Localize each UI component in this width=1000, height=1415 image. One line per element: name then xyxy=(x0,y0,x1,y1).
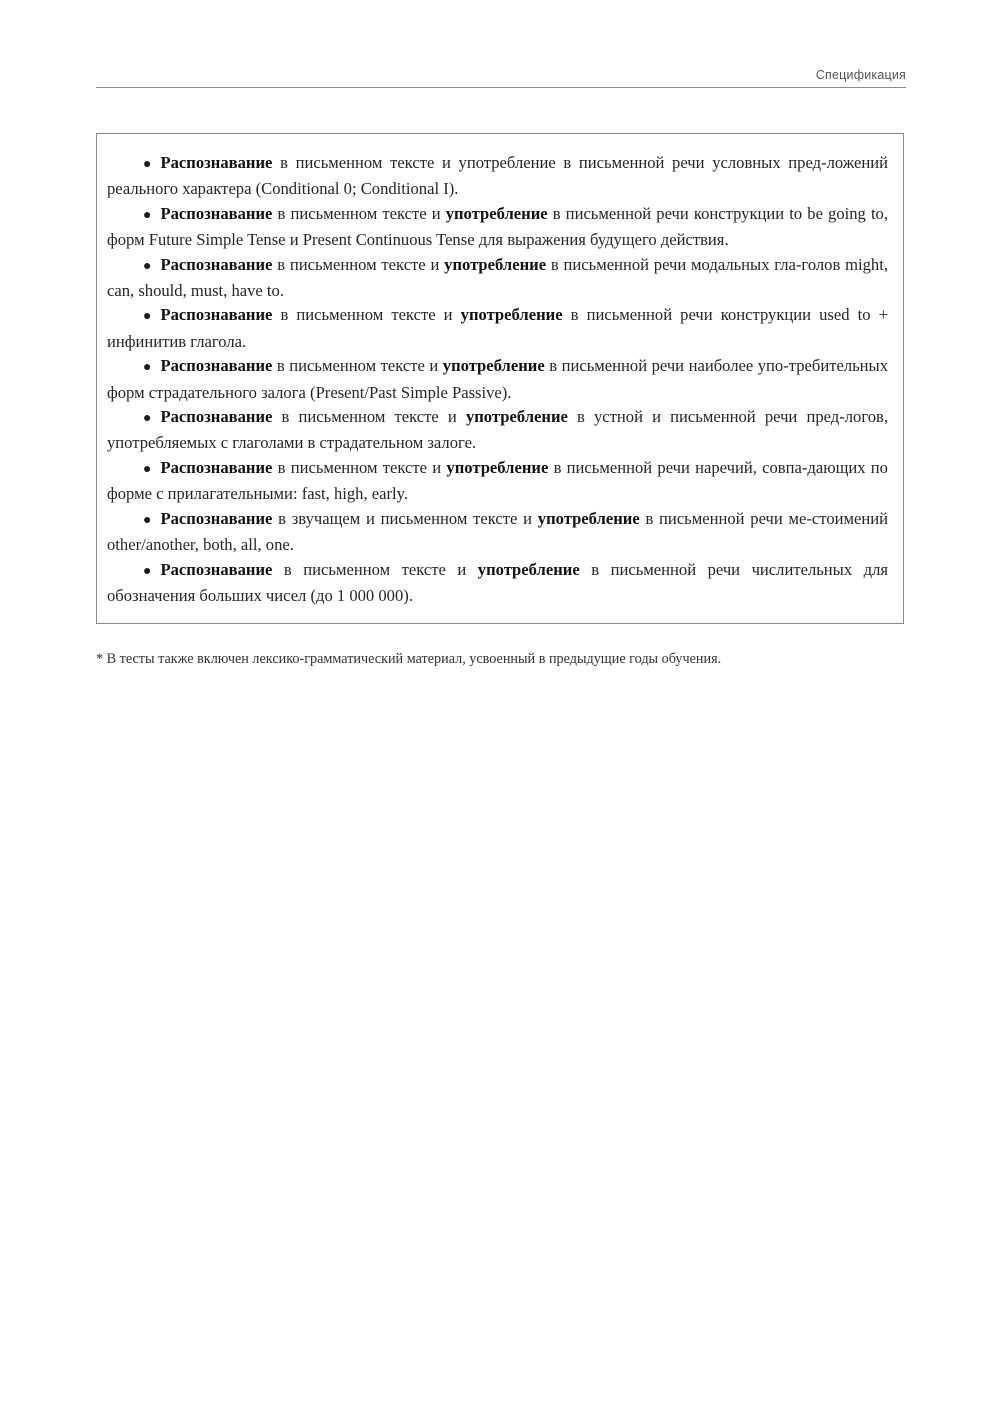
keyword-usage: употребление xyxy=(446,457,549,477)
spec-text: в письменном тексте и употребление в письменной речи условных пред-ложений реального характера (Conditional 0; Conditional I). xyxy=(107,153,888,199)
keyword-recognition: Распознавание xyxy=(160,356,273,376)
spec-text: в письменном тексте и xyxy=(272,356,443,376)
footnote: * В тесты также включен лексико-грамматический материал, усвоенный в предыдущие годы обучения. xyxy=(96,651,722,667)
spec-item xyxy=(107,151,888,202)
section-title: Спецификация xyxy=(815,68,906,82)
keyword-usage: употребление xyxy=(445,203,548,223)
keyword-recognition: Распознавание xyxy=(160,305,273,325)
spec-item xyxy=(107,507,888,558)
bullet-icon: ● xyxy=(143,157,152,172)
keyword-recognition: Распознавание xyxy=(160,153,273,172)
keyword-recognition: Распознавание xyxy=(160,254,273,274)
spec-item xyxy=(107,558,888,609)
bullet-icon: ● xyxy=(143,258,152,274)
spec-text: в письменной речи наречий, совпа-дающих по форме с прилагательными: fast, high, early. xyxy=(107,457,888,504)
bullet-icon: ● xyxy=(143,461,152,477)
running-header xyxy=(96,66,906,88)
spec-text: в письменном тексте и xyxy=(272,203,446,223)
spec-item xyxy=(107,405,888,456)
specification-box xyxy=(96,133,904,624)
spec-item xyxy=(107,303,888,354)
keyword-recognition: Распознавание xyxy=(160,559,273,579)
keyword-recognition: Распознавание xyxy=(160,203,273,223)
spec-item xyxy=(107,253,888,304)
spec-text: в письменной речи конструкции used to + инфинитив глагола. xyxy=(107,305,888,351)
spec-text: в устной и письменной речи пред-логов, употребляемых с глаголами в страдательном залоге. xyxy=(107,407,888,453)
bullet-icon: ● xyxy=(143,309,152,325)
spec-item xyxy=(107,456,888,507)
spec-text: в письменном тексте и xyxy=(272,254,445,274)
keyword-usage: употребление xyxy=(460,305,563,325)
keyword-usage: употребление xyxy=(465,407,568,427)
keyword-recognition: Распознавание xyxy=(160,508,273,528)
spec-text: в письменной речи модальных гла-голов might, can, should, must, have to. xyxy=(107,254,888,301)
bullet-icon: ● xyxy=(143,207,152,223)
bullet-icon: ● xyxy=(143,360,152,376)
keyword-usage: употребление xyxy=(444,254,547,274)
bullet-icon: ● xyxy=(143,563,152,579)
spec-text: в письменном тексте и xyxy=(272,407,466,427)
spec-item xyxy=(107,354,888,405)
spec-text: в письменной речи наиболее упо-требительных форм страдательного залога (Present/Past Simple Passive). xyxy=(107,356,888,402)
keyword-usage: употребление xyxy=(477,559,580,579)
bullet-icon: ● xyxy=(143,512,152,528)
keyword-usage: употребление xyxy=(442,356,545,376)
spec-text: в звучащем и письменном тексте и xyxy=(272,508,538,528)
spec-text: в письменном тексте и xyxy=(272,559,478,579)
bullet-icon: ● xyxy=(143,411,152,427)
spec-text: в письменном тексте и xyxy=(272,457,447,477)
keyword-recognition: Распознавание xyxy=(160,457,273,477)
spec-text: в письменном тексте и xyxy=(272,305,461,325)
keyword-usage: употребление xyxy=(537,508,640,528)
keyword-recognition: Распознавание xyxy=(160,407,273,427)
spec-item xyxy=(107,202,888,253)
spec-text: в письменной речи числительных для обозначения больших чисел (до 1 000 000). xyxy=(107,559,888,605)
spec-text: в письменной речи ме-стоимений other/another, both, all, one. xyxy=(107,508,889,555)
spec-text: в письменной речи конструкции to be going to, форм Future Simple Tense и Present Continuous Tense для выражения будущего действия. xyxy=(107,203,888,250)
